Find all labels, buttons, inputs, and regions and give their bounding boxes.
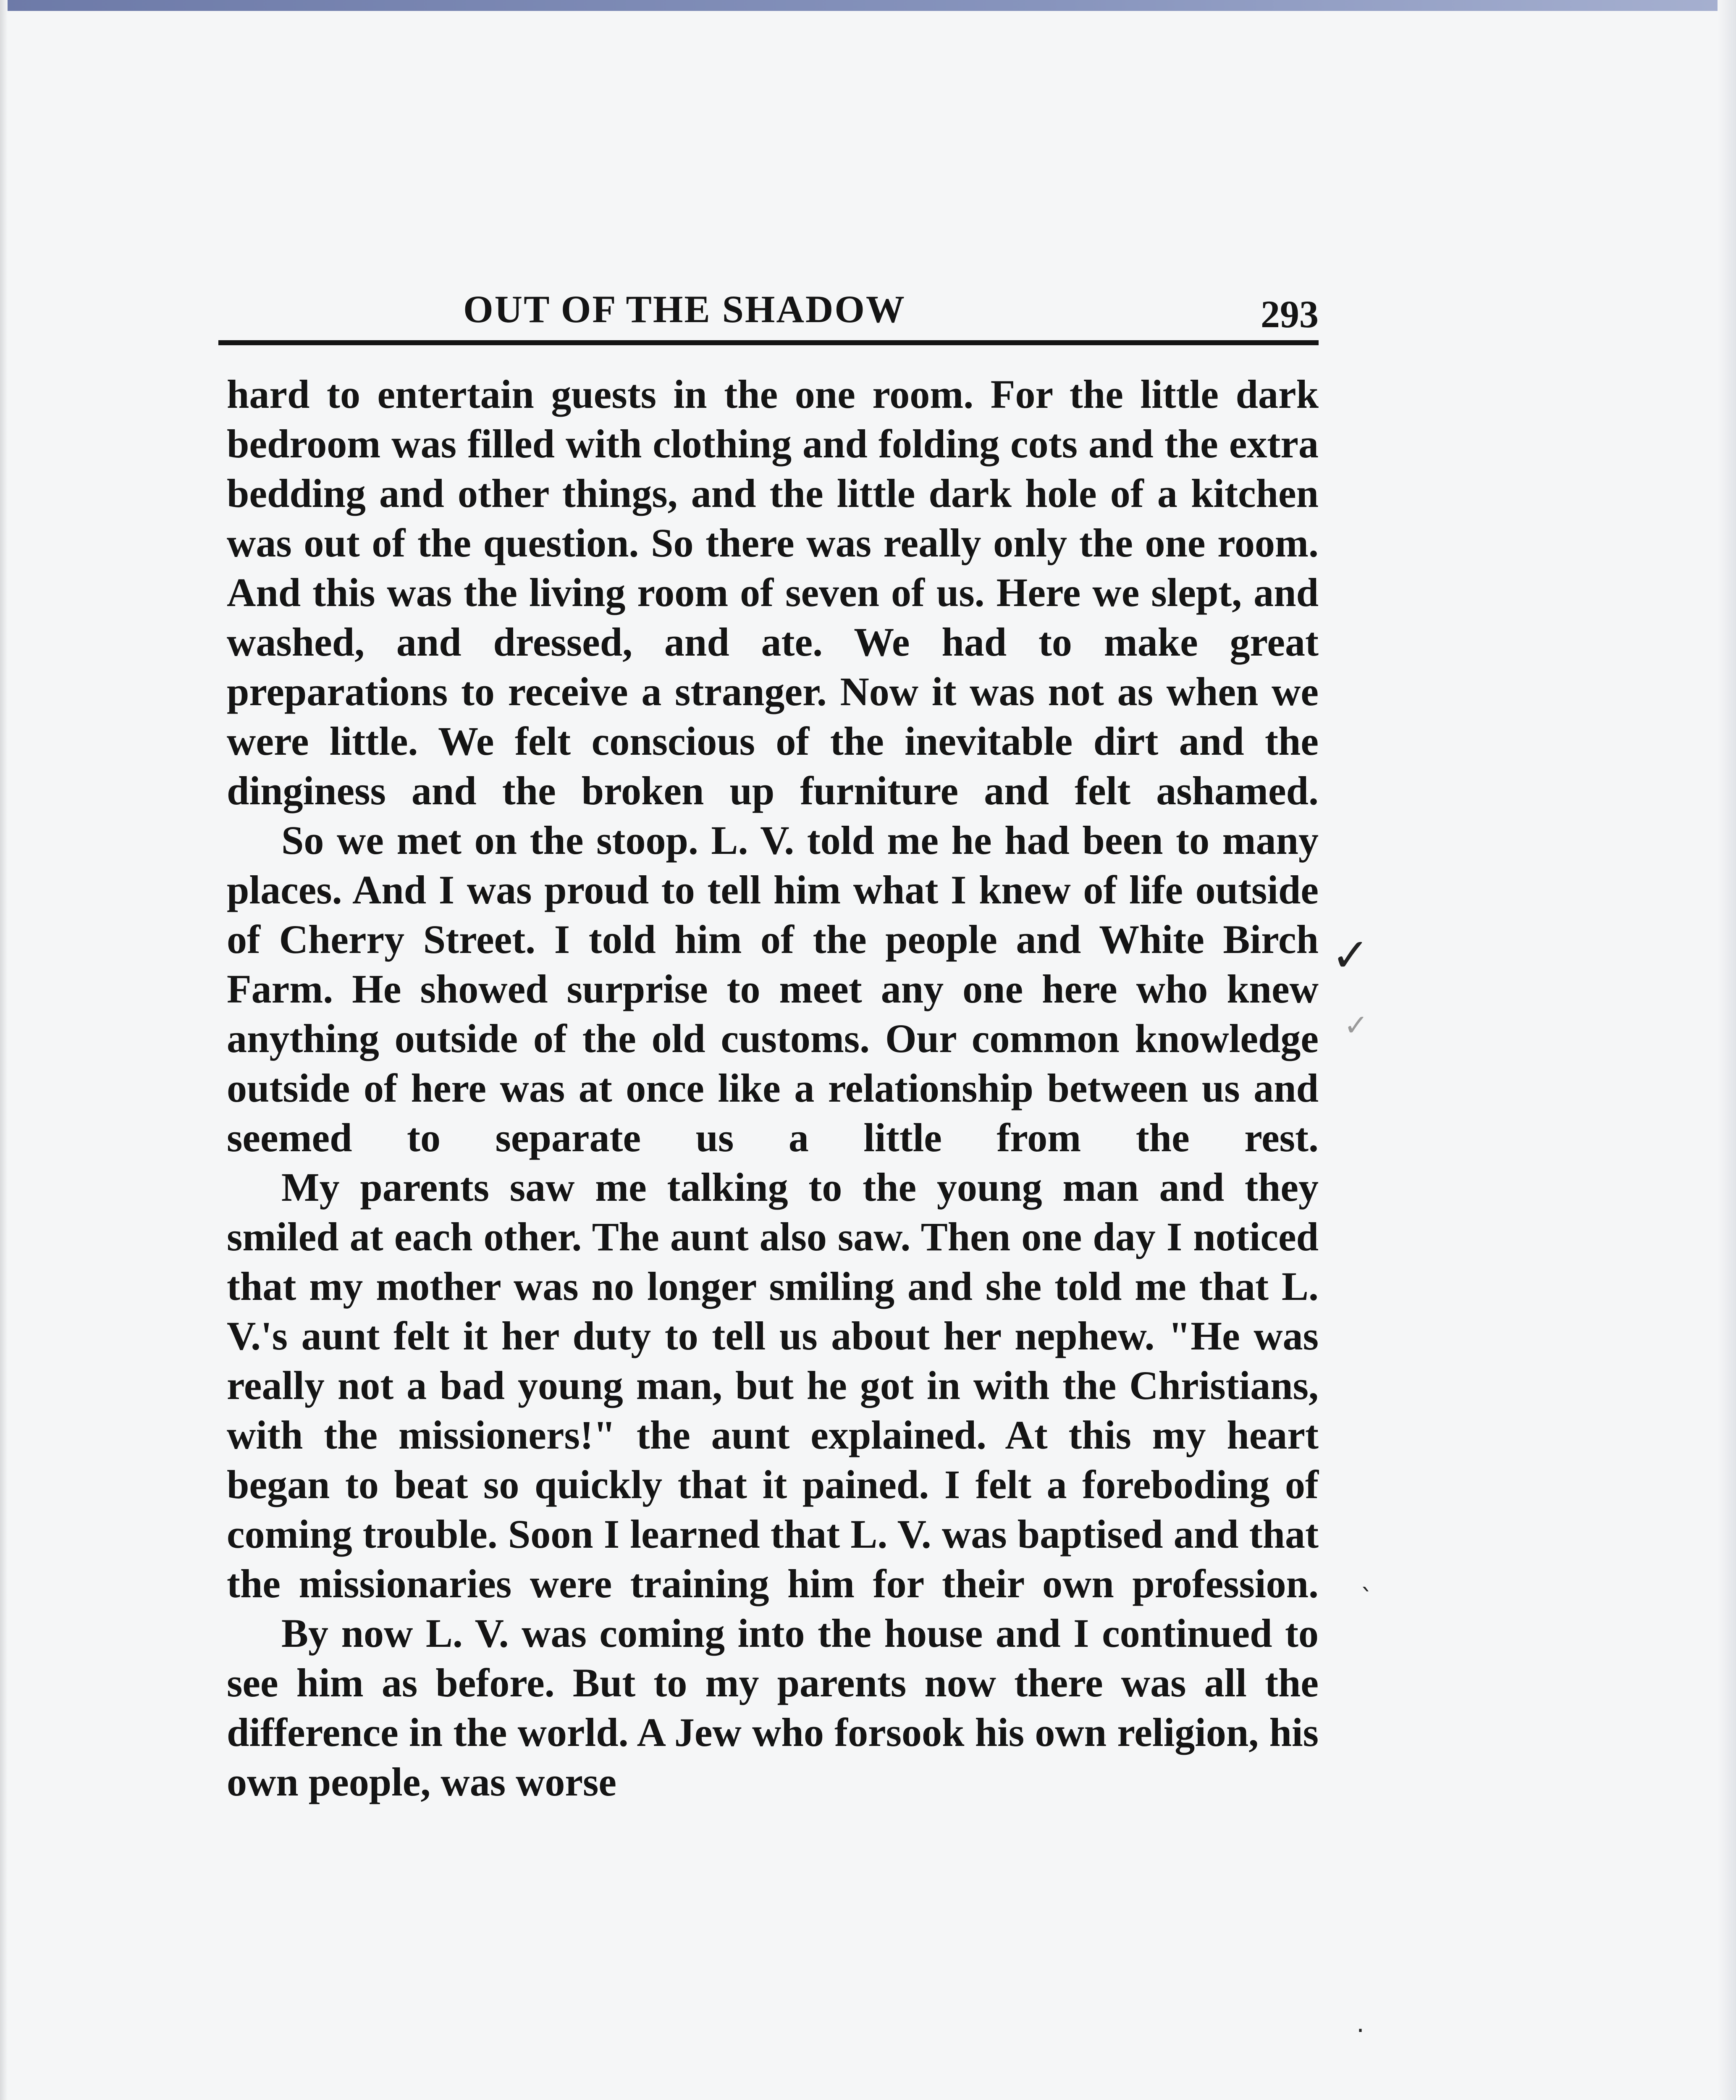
tick-mark-annotation: ˎ (1361, 1562, 1373, 1592)
paragraph-by-now: By now L. V. was coming into the house and I continued to see him as before. But to my parents now there was all the difference in the world. A Jew who forsook his own religion, his own people, was worse (227, 1611, 1319, 1804)
dot-mark-annotation: · (1356, 2016, 1365, 2045)
running-head-title: OUT OF THE SHADOW (463, 288, 906, 331)
page-right-edge (1718, 0, 1736, 2100)
page-left-edge (0, 0, 8, 2100)
check-mark-annotation: ✓ (1331, 928, 1370, 982)
paragraph-continued: hard to entertain guests in the one room. For the little dark bedroom was filled with clothing and folding cots and the extra bedding and other things, and the little dark hole of a kitchen was out of the question. So there was really only the one room. And this was the living room of seven of us. Here we slept, and washed, and dressed, and ate. We had to make great preparations to receive a stranger. Now it was not as when we were little. We felt conscious of the inevitable dirt and the dinginess and the broken up furniture and felt ashamed. (227, 372, 1319, 813)
paragraph-stoop: So we met on the stoop. L. V. told me he had been to many places. And I was proud to tell him what I knew of life outside of Cherry Street. I told him of the people and White Birch Farm. He showed surprise to meet any one here who knew anything outside of the old customs. Our common knowledge outside of here was at once like a relationship between us and seemed to separate us a little from the rest. (227, 818, 1319, 1160)
page-number: 293 (1261, 293, 1319, 336)
paragraph-parents: My parents saw me talking to the young man and they smiled at each other. The aunt also saw. Then one day I noticed that my mother was no longer smiling and she told me that L. V.'s aunt felt it her duty to tell us about her nephew. "He was really not a bad young man, but he got in with the Christians, with the missioners!" the aunt explained. At this my heart began to beat so quickly that it pained. I felt a foreboding of coming trouble. Soon I learned that L. V. was baptised and that the missionaries were training him for their own profession. (227, 1165, 1319, 1606)
faint-check-mark-annotation: ✓ (1344, 1008, 1369, 1042)
header-rule (218, 340, 1319, 345)
page-top-edge (0, 0, 1736, 11)
running-head (218, 284, 1319, 334)
body-text (227, 370, 1319, 1807)
